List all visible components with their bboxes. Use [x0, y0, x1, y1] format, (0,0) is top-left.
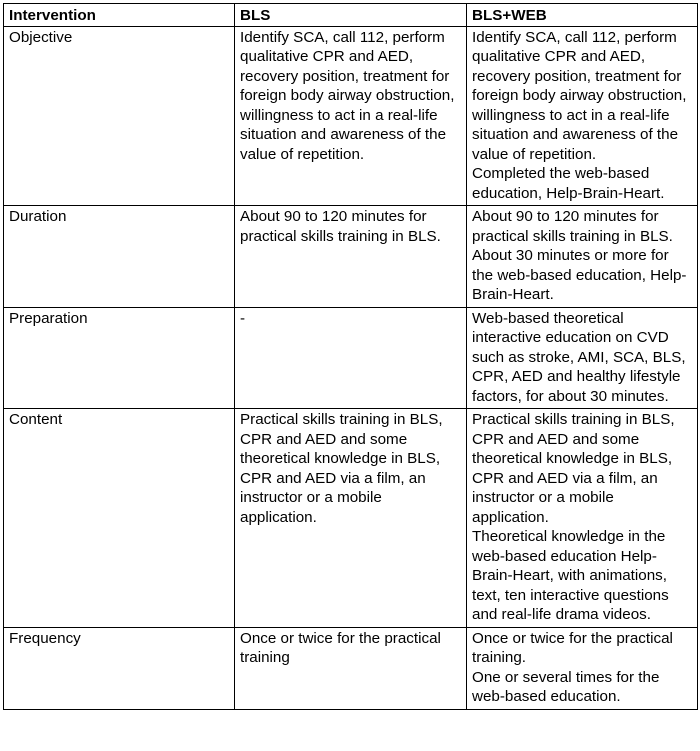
cell-text: About 90 to 120 minutes for practical skills training in BLS. [472, 208, 673, 245]
header-intervention: Intervention [4, 4, 235, 27]
bls-web-cell [467, 409, 698, 628]
header-bls-web: BLS+WEB [467, 4, 698, 27]
cell-text: One or several times for the web-based education. [472, 668, 660, 705]
header-row [4, 4, 698, 27]
row-label: Preparation [4, 307, 235, 409]
cell-text: Web-based theoretical interactive education on CVD such as stroke, AMI, SCA, BLS, CPR, AED and healthy lifestyle factors, for about 30 minutes. [472, 309, 686, 405]
cell-text: About 30 minutes or more for the web-based education, Help-Brain-Heart. [472, 247, 687, 303]
cell-text: About 90 to 120 minutes for practical skills training in BLS. [240, 208, 441, 245]
table-row [4, 307, 698, 409]
bls-cell [235, 627, 467, 709]
intervention-table [3, 3, 698, 710]
row-label: Content [4, 409, 235, 628]
cell-text: Theoretical knowledge in the web-based education Help-Brain-Heart, with animations, text, ten interactive questions and real-life drama videos. [472, 528, 669, 623]
cell-text: Practical skills training in BLS, CPR and AED and some theoretical knowledge in BLS, CPR and AED via a film, an instructor or a mobile application. [240, 411, 443, 526]
bls-cell [235, 26, 467, 206]
cell-text: Completed the web-based education, Help-Brain-Heart. [472, 165, 665, 202]
table-row [4, 409, 698, 628]
bls-cell [235, 307, 467, 409]
bls-cell [235, 206, 467, 308]
bls-web-cell [467, 307, 698, 409]
header-bls: BLS [235, 4, 467, 27]
bls-cell [235, 409, 467, 628]
row-label: Frequency [4, 627, 235, 709]
bls-web-cell [467, 206, 698, 308]
cell-text: Identify SCA, call 112, perform qualitative CPR and AED, recovery position, treatment for foreign body airway obstruction, willingness to act in a real-life situation and awareness of the value of repetition. [472, 28, 687, 163]
table-row [4, 206, 698, 308]
row-label: Objective [4, 26, 235, 206]
cell-text: - [240, 309, 246, 327]
cell-text: Once or twice for the practical training. [472, 629, 673, 666]
cell-text: Practical skills training in BLS, CPR and AED and some theoretical knowledge in BLS, CPR and AED via a film, an instructor or a mobile application. [472, 411, 675, 526]
bls-web-cell [467, 627, 698, 709]
row-label: Duration [4, 206, 235, 308]
bls-web-cell [467, 26, 698, 206]
table-row [4, 627, 698, 709]
cell-text: Identify SCA, call 112, perform qualitative CPR and AED, recovery position, treatment for foreign body airway obstruction, willingness to act in a real-life situation and awareness of the value of repetition. [240, 28, 455, 163]
cell-text: Once or twice for the practical training [240, 629, 441, 666]
table-row [4, 26, 698, 206]
